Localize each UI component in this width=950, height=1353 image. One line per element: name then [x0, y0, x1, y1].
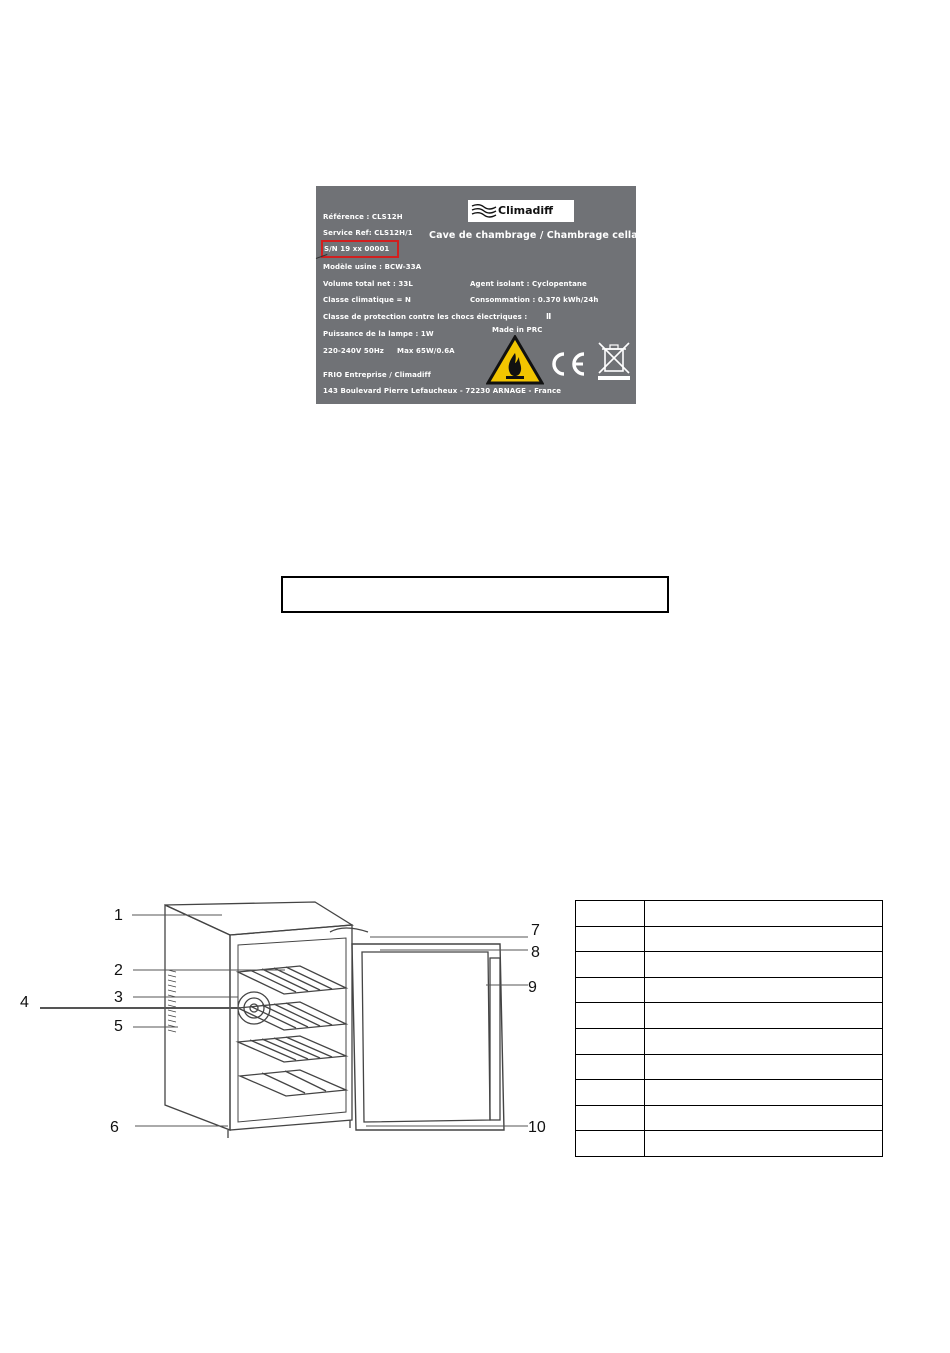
part-description-cell	[645, 952, 883, 978]
wine-cellar-diagram	[0, 880, 560, 1170]
callout-10: 10	[528, 1119, 546, 1136]
cabinet-front-frame	[230, 925, 352, 1130]
callout-9: 9	[528, 979, 537, 996]
protection-class: Classe de protection contre les chocs électriques :	[323, 313, 528, 321]
part-description-cell	[645, 977, 883, 1003]
cabinet-side	[165, 905, 230, 1130]
insulation-agent: Agent isolant : Cyclopentane	[470, 280, 587, 288]
plate-title: Cave de chambrage / Chambrage cellar	[429, 230, 643, 241]
part-description-cell	[645, 1028, 883, 1054]
table-row	[576, 1003, 883, 1029]
part-number-cell	[576, 1028, 645, 1054]
table-row	[576, 1054, 883, 1080]
callout-3: 3	[114, 989, 123, 1006]
part-number-cell	[576, 1080, 645, 1106]
callout-2: 2	[114, 962, 123, 979]
parts-table	[575, 900, 883, 1157]
part-number-cell	[576, 1054, 645, 1080]
hinge	[330, 928, 368, 932]
company: FRIO Entreprise / Climadiff	[323, 371, 431, 379]
weee-crossed-bin-icon	[596, 340, 632, 382]
part-description-cell	[645, 1003, 883, 1029]
part-description-cell	[645, 1054, 883, 1080]
flammable-warning-icon	[486, 335, 544, 385]
side-vents	[168, 970, 176, 1032]
address: 143 Boulevard Pierre Lefaucheux - 72230 ARNAGE - France	[323, 387, 562, 395]
part-description-cell	[645, 926, 883, 952]
part-description-cell	[645, 1105, 883, 1131]
part-number-cell	[576, 1003, 645, 1029]
table-row	[576, 952, 883, 978]
consumption: Consommation : 0.370 kWh/24h	[470, 296, 599, 304]
part-description-cell	[645, 1080, 883, 1106]
voltage: 220-240V 50Hz	[323, 347, 384, 355]
callout-1: 1	[114, 907, 123, 924]
climadiff-waves-icon	[471, 204, 497, 218]
door-frame	[352, 944, 504, 1130]
serial-number: S/N 19 xx 00001	[324, 245, 390, 253]
part-number-cell	[576, 1131, 645, 1157]
class-ii-symbol: Ⅱ	[546, 312, 552, 321]
part-number-cell	[576, 1105, 645, 1131]
made-in: Made in PRC	[492, 326, 543, 334]
table-row	[576, 1105, 883, 1131]
brand-name: Climadiff	[498, 204, 554, 217]
volume: Volume total net : 33L	[323, 280, 413, 288]
table-row	[576, 926, 883, 952]
table-row	[576, 977, 883, 1003]
factory-model: Modèle usine : BCW-33A	[323, 263, 422, 271]
part-description-cell	[645, 901, 883, 927]
max-power: Max 65W/0.6A	[397, 347, 455, 355]
callout-7: 7	[531, 922, 540, 939]
climate-class: Classe climatique = N	[323, 296, 411, 304]
table-row	[576, 901, 883, 927]
part-number-cell	[576, 952, 645, 978]
lamp-power: Puissance de la lampe : 1W	[323, 330, 434, 338]
caption-box	[281, 576, 669, 613]
reference: Référence : CLS12H	[323, 213, 403, 221]
part-number-cell	[576, 977, 645, 1003]
wire-shelves	[238, 966, 346, 1096]
cabinet-opening	[238, 938, 346, 1122]
table-row	[576, 1028, 883, 1054]
door-handle	[490, 958, 500, 1120]
table-row	[576, 1080, 883, 1106]
callout-5: 5	[114, 1018, 123, 1035]
callout-4: 4	[20, 994, 29, 1011]
part-description-cell	[645, 1131, 883, 1157]
rating-plate	[316, 186, 643, 404]
part-number-cell	[576, 901, 645, 927]
climadiff-logo	[468, 200, 574, 222]
callout-8: 8	[531, 944, 540, 961]
callout-6: 6	[110, 1119, 119, 1136]
ce-mark-icon	[547, 350, 587, 378]
door-glass	[362, 952, 490, 1122]
service-ref: Service Ref: CLS12H/1	[323, 229, 413, 237]
table-row	[576, 1131, 883, 1157]
part-number-cell	[576, 926, 645, 952]
